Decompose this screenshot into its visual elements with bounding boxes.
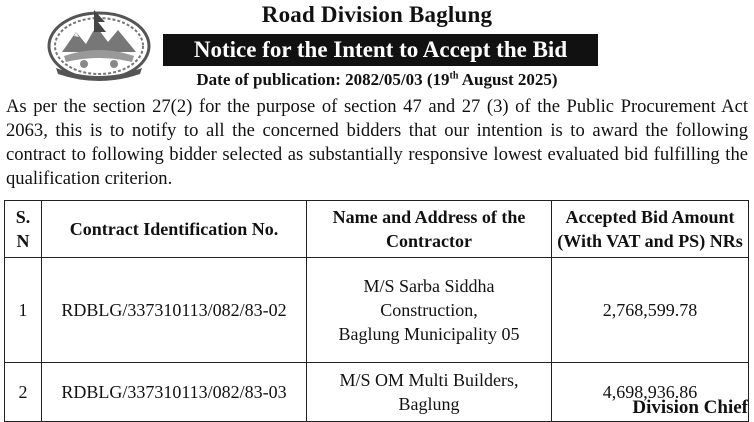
header-amount: Accepted Bid Amount (With VAT and PS) NRs	[552, 201, 749, 258]
notice-paragraph: As per the section 27(2) for the purpose of section 47 and 27 (3) of the Public Procurement Act 2063, this is to notify to all the concerned bidders that our intention is to award the following contract to following bidder selected as substantially responsive lowest evaluated bid fulfilling the qualification criterion.	[6, 96, 748, 189]
publication-date-prefix: Date of publication: 2082/05/03 (19	[196, 70, 450, 89]
bid-table	[4, 200, 749, 422]
contractor-line: M/S Sarba Siddha	[363, 276, 495, 296]
table-row	[5, 258, 749, 363]
publication-date	[0, 70, 754, 90]
contractor-line: M/S OM Multi Builders,	[339, 370, 519, 390]
signatory: Division Chief	[632, 397, 748, 418]
row-contract-id: RDBLG/337310113/082/83-03	[42, 363, 307, 422]
row-contract-id: RDBLG/337310113/082/83-02	[42, 258, 307, 363]
header-contract-id: Contract Identification No.	[42, 201, 307, 258]
header-contractor: Name and Address of the Contractor	[307, 201, 552, 258]
publication-date-ordinal: th	[449, 70, 459, 82]
header-sn: S. N	[5, 201, 42, 258]
row-sn: 2	[5, 363, 42, 422]
row-contractor	[307, 258, 552, 363]
row-contractor	[307, 363, 552, 422]
row-amount: 4,698,936.86	[552, 363, 749, 422]
contractor-line: Baglung	[398, 394, 460, 414]
row-sn: 1	[5, 258, 42, 363]
contractor-line: Construction,	[380, 300, 478, 320]
office-name: Road Division Baglung	[261, 2, 493, 27]
table-header-row	[5, 201, 749, 258]
contractor-line: Baglung Municipality 05	[338, 324, 520, 344]
publication-date-suffix: August 2025)	[458, 70, 558, 89]
row-amount: 2,768,599.78	[552, 258, 749, 363]
notice-title-banner: Notice for the Intent to Accept the Bid	[163, 34, 598, 66]
